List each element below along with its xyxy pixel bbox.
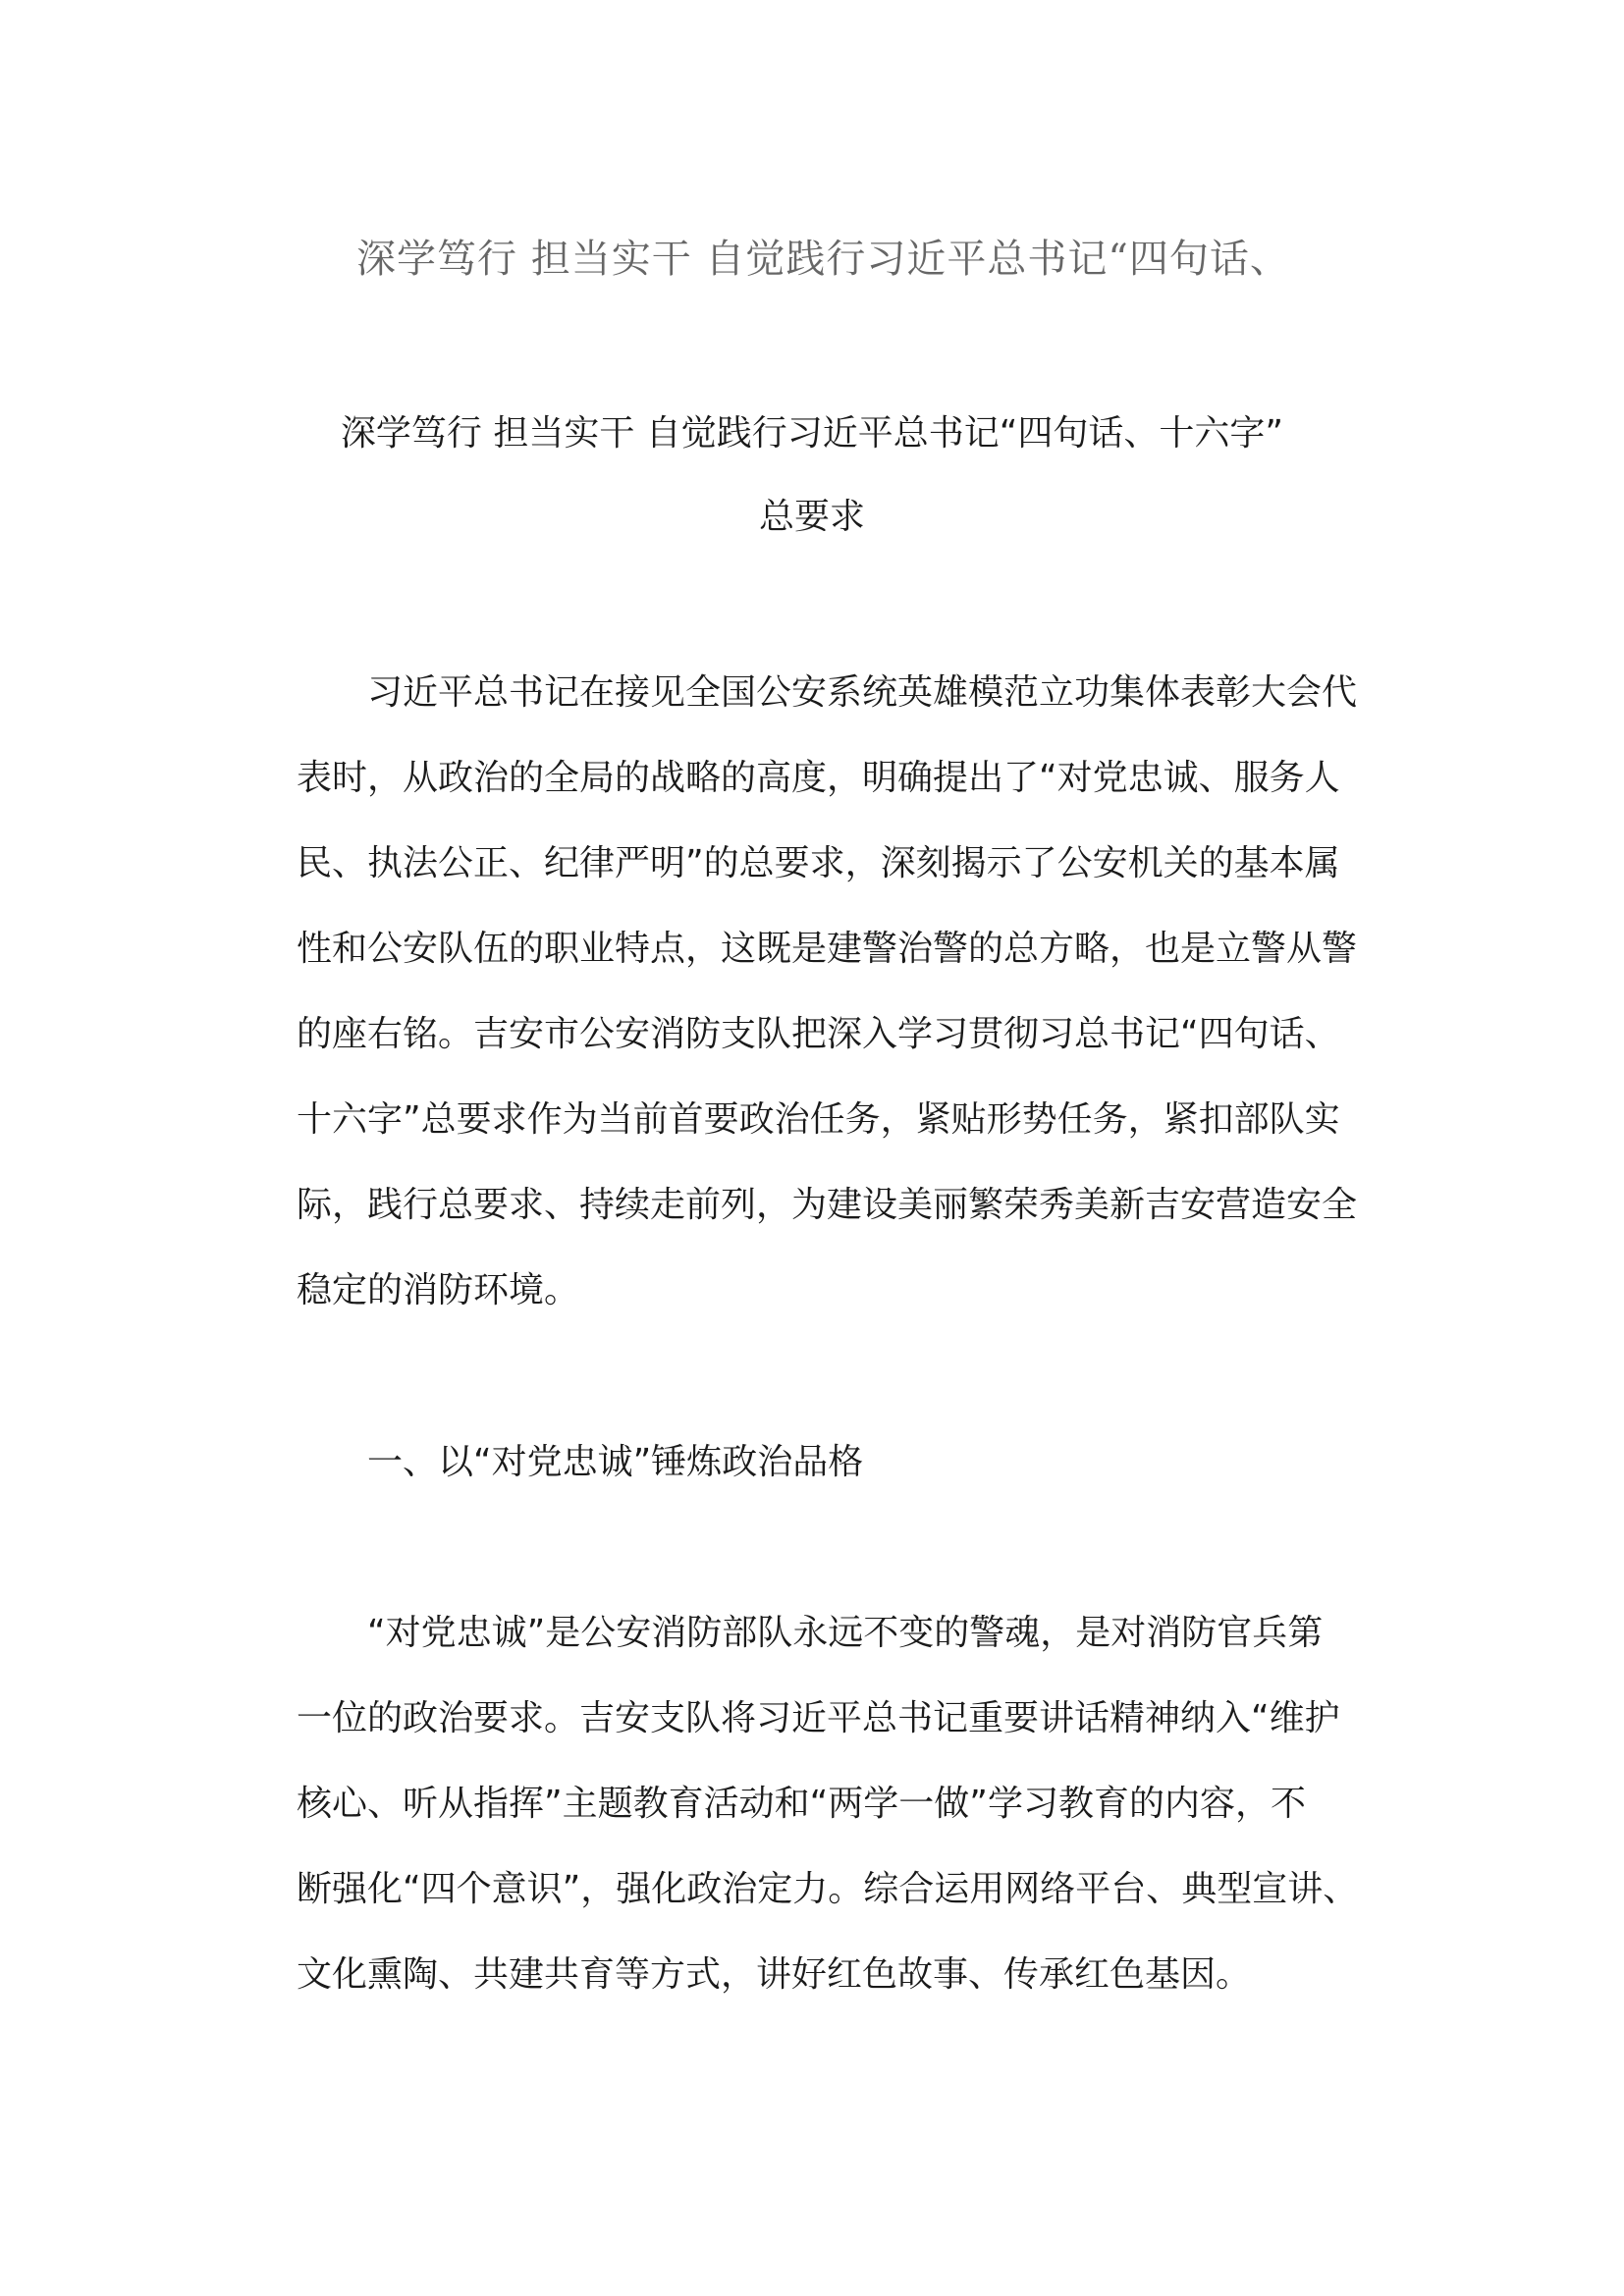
paragraph-line: 核心、听从指挥”主题教育活动和“两学一做”学习教育的内容，不 xyxy=(297,1784,1306,1824)
section-heading xyxy=(297,1419,1337,1505)
paragraph-line: 表时，从政治的全局的战略的高度，明确提出了“对党忠诚、服务人 xyxy=(297,758,1340,798)
paragraph-line: 习近平总书记在接见全国公安系统英雄模范立功集体表彰大会代 xyxy=(367,672,1358,713)
intro-paragraph xyxy=(297,650,1358,1333)
paragraph-line: 断强化“四个意识”，强化政治定力。综合运用网络平台、典型宣讲、 xyxy=(297,1869,1359,1909)
paragraph-line: 的座右铭。吉安市公安消防支队把深入学习贯彻习总书记“四句话、 xyxy=(297,1014,1340,1054)
paragraph-line: 际，践行总要求、持续走前列，为建设美丽繁荣秀美新吉安营造安全 xyxy=(297,1185,1358,1225)
paragraph-line: 一位的政治要求。吉安支队将习近平总书记重要讲话精神纳入“维护 xyxy=(297,1698,1340,1738)
paragraph-line: 十六字”总要求作为当前首要政治任务，紧贴形势任务，紧扣部队实 xyxy=(297,1099,1340,1140)
paragraph-line: “对党忠诚”是公安消防部队永远不变的警魂，是对消防官兵第 xyxy=(367,1613,1324,1653)
section-paragraph xyxy=(297,1590,1359,2017)
paragraph-line: 稳定的消防环境。 xyxy=(297,1270,580,1310)
paragraph-line: 文化熏陶、共建共育等方式，讲好红色故事、传承红色基因。 xyxy=(297,1954,1252,1995)
header-title: 深学笃行 担当实干 自觉践行习近平总书记“四句话、 xyxy=(356,237,1290,282)
main-title-line-1: 深学笃行 担当实干 自觉践行习近平总书记“四句话、十六字” xyxy=(340,413,1284,454)
main-title-line-2: 总要求 xyxy=(758,497,865,537)
paragraph-line: 民、执法公正、纪律严明”的总要求，深刻揭示了公安机关的基本属 xyxy=(297,843,1340,883)
paragraph-line: 性和公安队伍的职业特点，这既是建警治警的总方略，也是立警从警 xyxy=(297,929,1358,969)
section-heading-text: 一、以“对党忠诚”锤炼政治品格 xyxy=(367,1442,864,1482)
